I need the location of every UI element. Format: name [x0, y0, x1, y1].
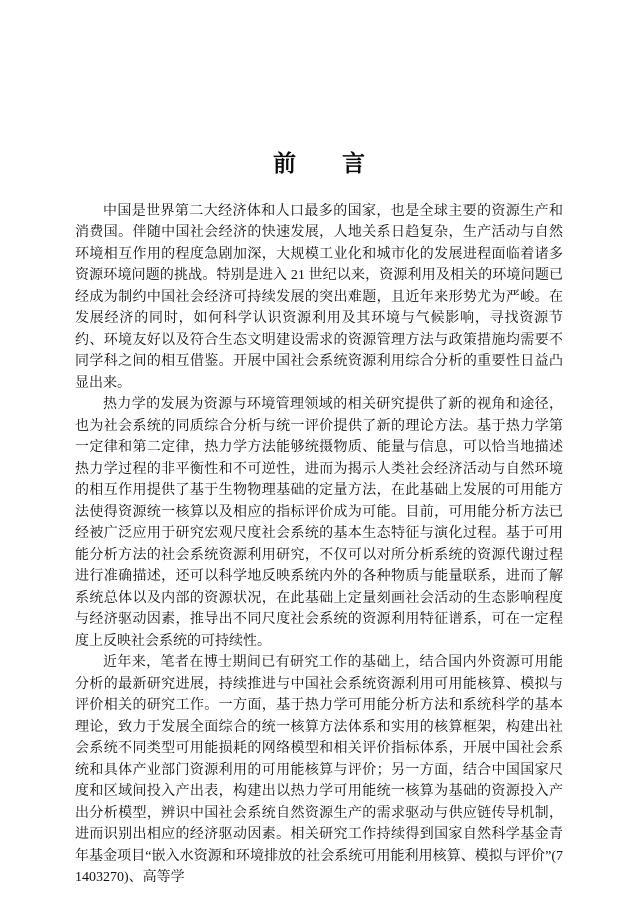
paragraph-2: 热力学的发展为资源与环境管理领域的相关研究提供了新的视角和途径，也为社会系统的同质综合分析与统一评价提供了新的理论方法。基于热力学第一定律和第二定律，热力学方法能够统摄物质、能量与信息，可以恰当地描述热力学过程的非平衡性和不可逆性，进而为揭示人类社会经济活动与自然环境的相互作用提供了基于生物物理基础的定量方法，在此基础上发展的可用能方法使得资源统一核算以及相应的指标评价成为可能。目前，可用能分析方法已经被广泛应用于研究宏观尺度社会系统的基本生态特征与演化过程。基于可用能分析方法的社会系统资源利用研究，不仅可以对所分析系统的资源代谢过程进行准确描述，还可以科学地反映系统内外的各种物质与能量联系，进而了解系统总体以及内部的资源状况，在此基础上定量刻画社会活动的生态影响程度与经济驱动因素，推导出不同尺度社会系统的资源利用特征谱系，可在一定程度上反映社会系统的可持续性。 [75, 397, 563, 649]
page-title: 前 言 [273, 151, 365, 176]
paragraph-3: 近年来，笔者在博士期间已有研究工作的基础上，结合国内外资源可用能分析的最新研究进展，持续推进与中国社会系统资源利用可用能核算、模拟与评价相关的研究工作。一方面，基于热力学可用能分析方法和系统科学的基本理论，致力于发展全面综合的统一核算方法体系和实用的核算框架，构建出社会系统不同类型可用能损耗的网络模型和相关评价指标体系，开展中国社会系统和具体产业部门资源利用的可用能核算与评价；另一方面，结合中国国家尺度和区域间投入产出表，构建出以热力学可用能统一核算为基础的资源投入产出分析模型，辨识中国社会系统自然资源生产的需求驱动与供应链传导机制，进而识别出相应的经济驱动因素。相关研究工作持续得到国家自然科学基金青年基金项目“嵌入水资源和环境排放的社会系统可用能利用核算、模拟与评价”(71403270)、高等学 [75, 655, 563, 886]
preface-body [75, 201, 563, 889]
paragraph-1: 中国是世界第二大经济体和人口最多的国家，也是全球主要的资源生产和消费国。伴随中国社会经济的快速发展，人地关系日趋复杂，生产活动与自然环境相互作用的程度急剧加深，大规模工业化和城市化的发展进程面临着诸多资源环境问题的挑战。特别是进入 21 世纪以来，资源利用及相关的环境问题已经成为制约中国社会经济可持续发展的突出难题，且近年来形势尤为严峻。在发展经济的同时，如何科学认识资源利用及其环境与气候影响，寻找资源节约、环境友好以及符合生态文明建设需求的资源管理方法与政策措施均需要不同学科之间的相互借鉴。开展中国社会系统资源利用综合分析的重要性日益凸显出来。 [75, 203, 563, 391]
